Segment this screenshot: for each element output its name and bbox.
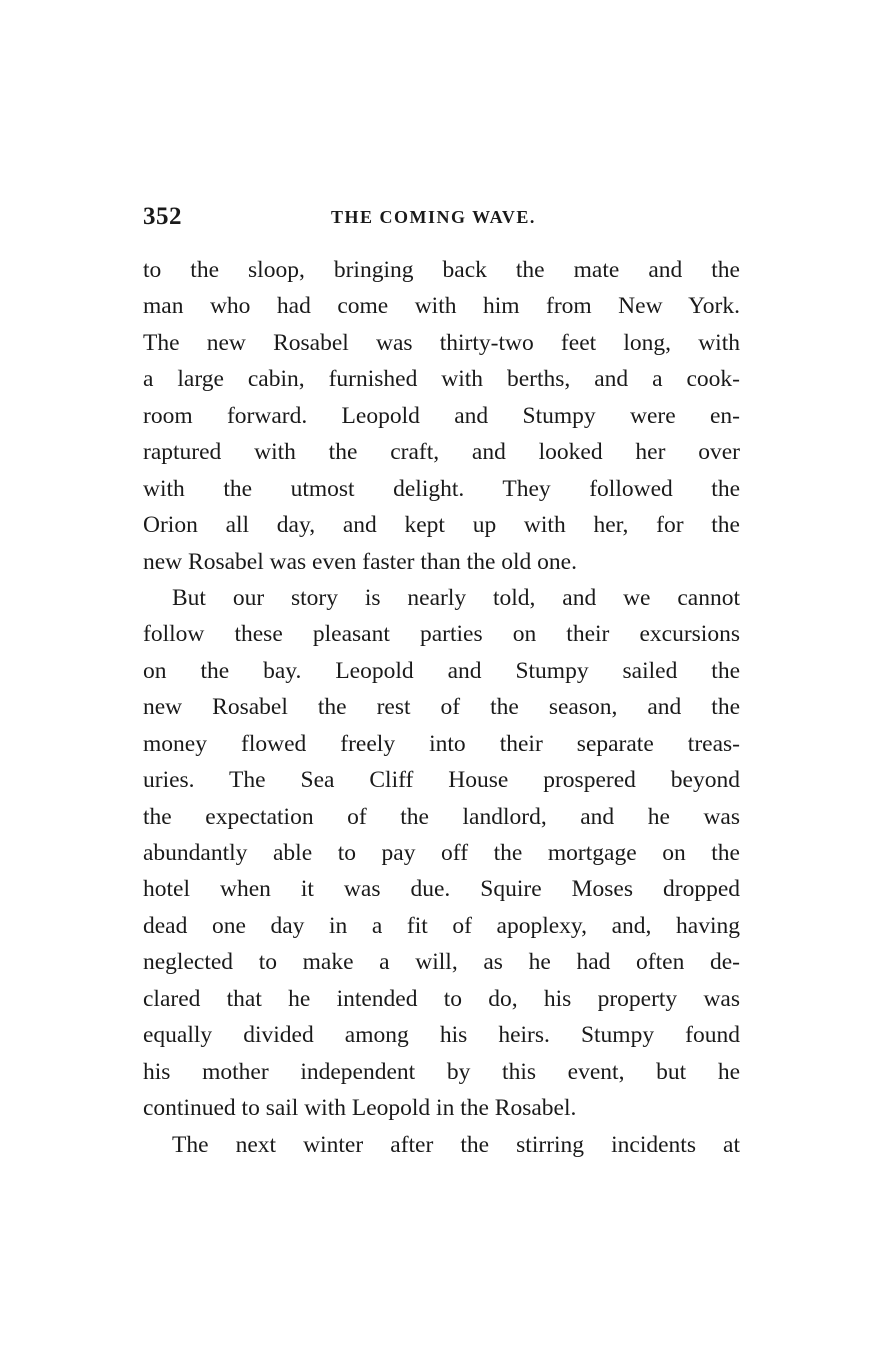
text-line: the expectation of the landlord, and he was [143,803,740,830]
text-line: with the utmost delight. They followed the [143,475,740,502]
text-line: abundantly able to pay off the mortgage on the [143,840,740,866]
body-text [143,252,740,1163]
text-line: to the sloop, bringing back the mate and the [143,257,740,283]
running-head: THE COMING WAVE. [331,207,536,227]
text-line: The new Rosabel was thirty-two feet long, with [143,329,740,356]
text-line: follow these pleasant parties on their excursions [143,621,740,648]
page-number: 352 [143,203,182,230]
text-line: his mother independent by this event, but he [143,1058,740,1085]
text-line: neglected to make a will, as he had often de- [143,949,740,976]
text-line: dead one day in a fit of apoplexy, and, having [143,912,740,939]
text-line: Orion all day, and kept up with her, for the [143,512,740,539]
text-line: new Rosabel was even faster than the old one. [143,548,577,575]
text-line: a large cabin, furnished with berths, and a cook- [143,366,740,393]
text-line: But our story is nearly told, and we cannot [172,584,740,611]
text-line: clared that he intended to do, his property was [143,985,740,1012]
text-line: new Rosabel the rest of the season, and the [143,694,740,721]
text-line: room forward. Leopold and Stumpy were en- [143,402,740,429]
text-line: continued to sail with Leopold in the Rosabel. [143,1095,577,1122]
text-line: raptured with the craft, and looked her over [143,439,740,466]
text-line: man who had come with him from New York. [143,293,740,320]
text-line: uries. The Sea Cliff House prospered beyond [143,767,740,794]
text-line: hotel when it was due. Squire Moses dropped [143,876,740,903]
text-line: equally divided among his heirs. Stumpy found [143,1022,740,1049]
text-line: money flowed freely into their separate treas- [143,730,740,757]
text-line: on the bay. Leopold and Stumpy sailed the [143,657,740,684]
page-header [143,203,740,233]
text-line: The next winter after the stirring incidents at [172,1131,740,1158]
